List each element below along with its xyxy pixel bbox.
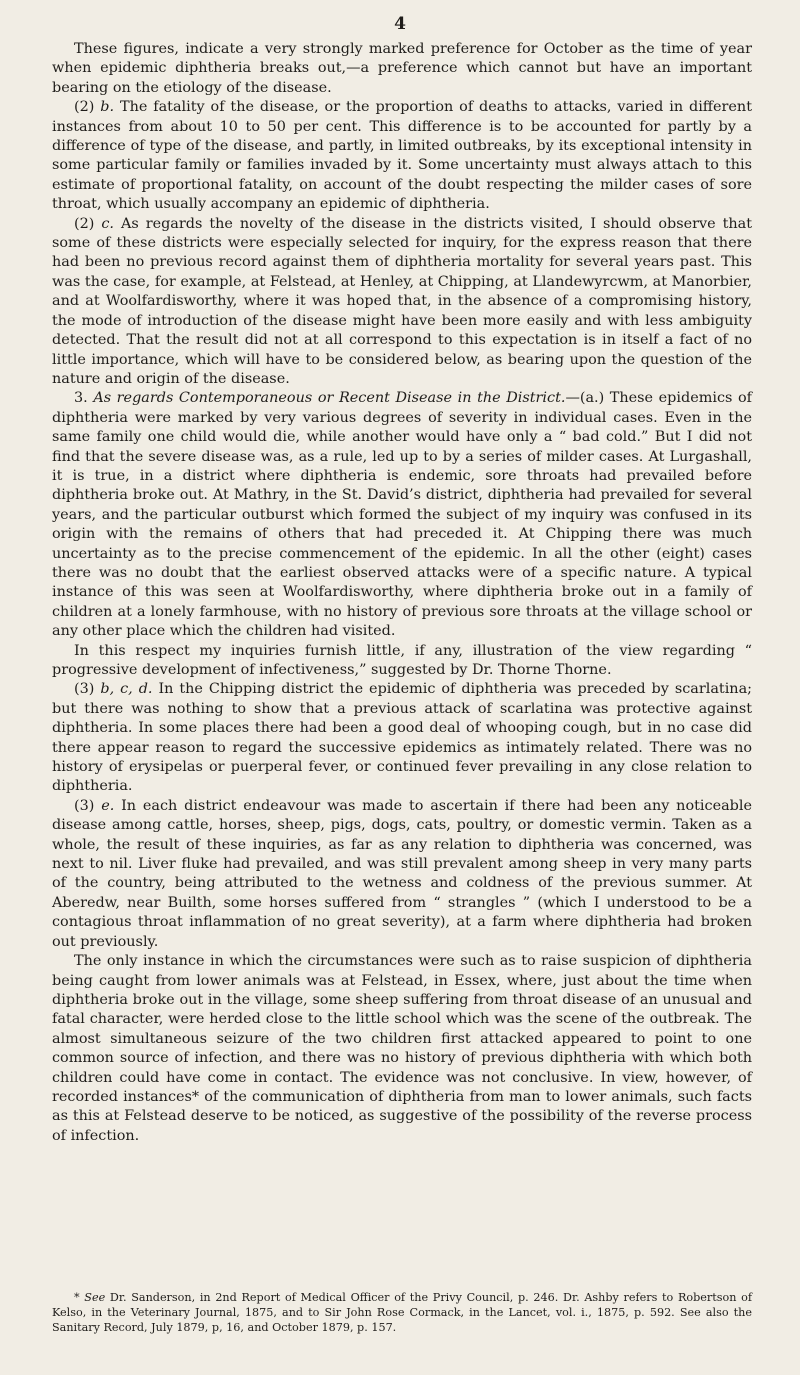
paragraph-text: The fatality of the disease, or the proportion of deaths to attacks, varied in different instances from about 10 to 50 per cent. This difference is to be accounted for partly by a difference of type of the disease, and partly, in limited outbreaks, by its exceptional intensity in some particular family or families invaded by it. Some uncertainty must always attach to this estimate of proportional fatality, on account of the doubt respecting the milder cases of sore throat, which usually accompany an epidemic of diphtheria. bbox=[52, 99, 752, 213]
paragraph-lead: (3) bbox=[74, 797, 102, 814]
footnote-mark: * bbox=[74, 1291, 85, 1304]
paragraph-progressive-development bbox=[52, 642, 752, 681]
paragraph-text: These figures, indicate a very strongly marked preference for October as the time of year when epidemic diphtheria breaks out,—a preference which cannot but have an important bearing on the etiology of the disease. bbox=[52, 41, 752, 96]
paragraph-heading: e. bbox=[101, 797, 115, 814]
footnote bbox=[52, 1290, 752, 1335]
body-text bbox=[52, 40, 752, 1146]
paragraph-lead: 3. bbox=[74, 390, 94, 407]
footnote-see: See bbox=[84, 1291, 106, 1304]
paragraph-fatality bbox=[52, 98, 752, 214]
paragraph-contemporaneous-disease bbox=[52, 389, 752, 641]
paragraph-lead: (3) bbox=[74, 681, 101, 698]
paragraph-text: As regards the novelty of the disease in the districts visited, I should observe that some of these districts were especially selected for inquiry, for the express reason that there had been no previous record against them of diphtheria mortality for several years past. This was the case, for example, at Felstead, at Henley, at Chipping, at Llandewyrcwm, at Manorbier, and at Woolfardisworthy, where it was hoped that, in the absence of a compromising history, the mode of introduction of the disease might have been more easily and with less ambiguity detected. That the result did not at all correspond to this expectation is in itself a fact of no little importance, which will have to be considered below, as bearing upon the question of the nature and origin of the disease. bbox=[52, 215, 752, 387]
section-heading: As regards Contemporaneous or Recent Disease in the District. bbox=[93, 390, 566, 407]
page-number: 4 bbox=[394, 14, 406, 34]
paragraph-animal-disease bbox=[52, 797, 752, 952]
paragraph-scarlatina bbox=[52, 680, 752, 796]
paragraph-lead: (2) bbox=[74, 99, 101, 116]
paragraph-lead: (2) bbox=[74, 215, 102, 232]
paragraph-heading: b, c, d. bbox=[100, 681, 153, 698]
footnote-text bbox=[52, 1290, 752, 1335]
paragraph-novelty bbox=[52, 215, 752, 390]
paragraph-text: In the Chipping district the epidemic of diphtheria was preceded by scarlatina; but there was nothing to show that a previous attack of scarlatina was protective against diphtheria. In some places there had been a good deal of whooping cough, but in no case did there appear reason to regard the successive epidemics as intimately related. There was no history of erysipelas or puerperal fever, or continued fever prevailing in any close relation to diphtheria. bbox=[52, 681, 753, 795]
paragraph-heading: c. bbox=[101, 215, 114, 232]
paragraph-text: —(a.) These epidemics of diphtheria were marked by very various degrees of severity in individual cases. Even in the same family one child would die, while another would have only a “ bad cold.” But I did not find that the severe disease was, as a rule, led up to by a series of milder cases. At Lurgashall, it is true, in a district where diphtheria is endemic, sore throats had prevailed before diphtheria broke out. At Mathry, in the St. David’s district, diphtheria had prevailed for several years, and the particular outburst which formed the subject of my inquiry was confused in its origin with the remains of others that had preceded it. At Chipping there was much uncertainty as to the precise commencement of the epidemic. In all the other (eight) cases there was no doubt that the earliest observed attacks were of a specific nature. A typical instance of this was seen at Woolfardisworthy, where diphtheria broke out in a family of children at a lonely farmhouse, with no history of previous sore throats at the village school or any other place which the children had visited. bbox=[52, 390, 752, 640]
paragraph-text: The only instance in which the circumstances were such as to raise suspicion of diphtheria being caught from lower animals was at Felstead, in Essex, where, just about the time when diphtheria broke out in the village, some sheep suffering from throat disease of an unusual and fatal character, were herded close to the little school which was the scene of the outbreak. The almost simultaneous seizure of the two children first attacked appeared to point to one common source of infection, and there was no history of previous diphtheria with which both children could have come in contact. The evidence was not conclusive. In view, however, of recorded instances* of the communication of diphtheria from man to lower animals, such facts as this at Felstead deserve to be noticed, as suggestive of the possibility of the reverse process of infection. bbox=[52, 953, 752, 1144]
paragraph-text: In this respect my inquiries furnish little, if any, illustration of the view regarding “ progressive development of infectiveness,” suggested by Dr. Thorne Thorne. bbox=[52, 642, 752, 678]
footnote-body: Dr. Sanderson, in 2nd Report of Medical Officer of the Privy Council, p. 246. Dr. Ashby refers to Robertson of Kelso, in the Veterinary Journal, 1875, and to Sir John Rose Cormack, in the Lancet, vol. i., 1875, p. 592. See also the Sanitary Record, July 1879, p, 16, and October 1879, p. 157. bbox=[52, 1291, 752, 1334]
paragraph-felstead bbox=[52, 952, 752, 1146]
paragraph-text: In each district endeavour was made to ascertain if there had been any noticeable disease among cattle, horses, sheep, pigs, dogs, cats, poultry, or domestic vermin. Taken as a whole, the result of these inquiries, as far as any relation to diphtheria was concerned, was next to nil. Liver fluke had prevailed, and was still prevalent among sheep in very many parts of the country, being attributed to the wetness and coldness of the previous summer. At Aberedw, near Builth, some horses suffered from “ strangles ” (which I understood to be a contagious throat inflammation of no great severity), at a farm where diphtheria had broken out previously. bbox=[52, 797, 752, 950]
paragraph-october-preference bbox=[52, 40, 752, 98]
paragraph-heading: b. bbox=[100, 99, 115, 116]
